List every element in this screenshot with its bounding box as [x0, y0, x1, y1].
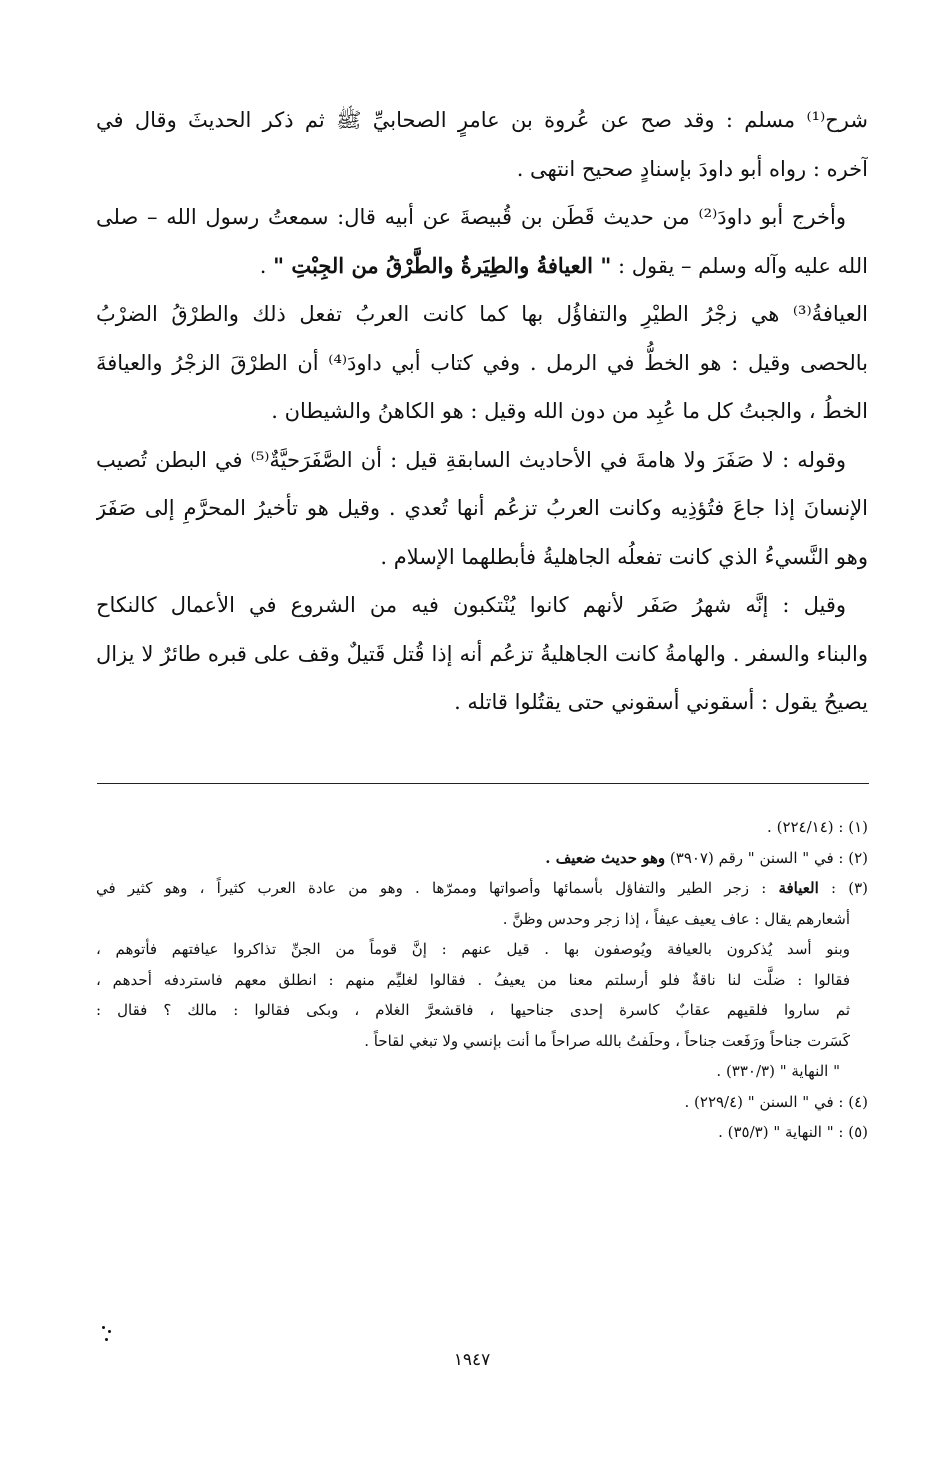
text-line: الخطُ ، والجبتُ كل ما عُبِد من دون الله وقيل : هو الكاهنُ والشيطان .: [271, 399, 868, 423]
page-number: ١٩٤٧: [453, 1350, 491, 1370]
footnote: (٥) : " النهاية " (٣٥/٣) .: [718, 1123, 868, 1141]
text-line: العيافةُ⁽³⁾ هي زجْرُ الطيْرِ والتفاؤُل بها كما كانت العربُ تفعل ذلك والطرْقُ الضرْبُ: [96, 302, 868, 326]
footnote-text: (٢) : في " السنن " رقم (٣٩٠٧): [669, 848, 868, 867]
footnote: (١) : (٢٢٤/١٤) .: [767, 818, 868, 836]
footnote-continuation: وبنو أسد يُذكرون بالعيافة ويُوصفون بها . قيل عنهم : إنَّ قوماً من الجنِّ تذاكروا عيافتهم فأتوهم ،: [96, 940, 850, 958]
footnote-continuation: فقالوا : ضلَّت لنا ناقةٌ فلو أرسلتم معنا من يعيفُ . فقالوا لغليِّم منهم : انطلق معهم فاستردفه أحدهم ،: [96, 970, 850, 989]
text-line: شرح⁽¹⁾ مسلم : وقد صح عن عُروة بن عامرٍ الصحابيِّ ﷺ ثم ذكر الحديثَ وقال في: [96, 108, 868, 132]
footnote-term: العيافة: [778, 879, 819, 897]
text-line: الإنسانَ إذا جاعَ فتُؤذِيه وكانت العربُ تزعُم أنها تُعدي . وقيل هو تأخيرُ المحرَّمِ إلى صَفَرَ: [96, 496, 868, 520]
text-segment: الله عليه وآله وسلم – يقول :: [617, 253, 868, 278]
text-line: آخره : رواه أبو داودَ بإسنادٍ صحيح انتهى .: [516, 156, 868, 181]
footnotes: [96, 812, 868, 1148]
margin-mark: [100, 1324, 116, 1346]
footnote-continuation: أشعارهم يقال : عاف يعيف عيفاً ، إذا زجر وحدس وظنَّ .: [502, 909, 850, 928]
text-line: وقوله : لا صَفَرَ ولا هامةَ في الأحاديث السابقةِ قيل : أن الصَّفَرَحيَّةٌ⁽⁵⁾ في البطن تُصيب: [96, 447, 846, 472]
text-line: وأخرج أبو داودَ⁽²⁾ من حديث قَطَن بن قُبيصةَ عن أبيه قال: سمعتُ رسول الله – صلى: [96, 205, 846, 229]
text-line: وهو النَّسيءُ الذي كانت تفعلُه الجاهليةُ فأبطلهما الإسلام .: [380, 544, 868, 569]
footnote-continuation: كَسَرت جناحاً ورَفَعت جناحاً ، وحلَفتُ بالله صراحاً ما أنت بإنسي ولا تبغي لقاحاً .: [364, 1031, 850, 1050]
text-line: وقيل : إنَّه شهرُ صَفَر لأنهم كانوا يُنْتكبون فيه من الشروع في الأعمال كالنكاح: [96, 593, 846, 617]
hadith-quote: " العيافةُ والطِيَرةُ والطَّرْقُ من الجِبْتِ ": [273, 252, 612, 278]
main-text: [96, 96, 868, 727]
footnote: (٤) : في " السنن " (٢٢٩/٤) .: [684, 1092, 868, 1111]
footnote: [96, 873, 868, 904]
text-line: بالحصى وقيل : هو الخطُّ في الرمل . وفي كتاب أبي داودَ⁽⁴⁾ أن الطرْقَ الزجْرُ والعيافةَ: [96, 350, 868, 375]
footnote-source: " النهاية " (٣٣٠/٣) .: [716, 1062, 840, 1080]
footnote-marker: (٣) :: [830, 879, 868, 897]
footnote-text: : زجر الطير والتفاؤل بأسمائها وأصواتها وممرّها . وهو من عادة العرب كثيراً ، وهو كثير في: [96, 879, 767, 897]
footnote-continuation: ثم ساروا فلقيهم عقابٌ كاسرة إحدى جناحيها ، فاقشعرَّ الغلام ، وبكى فقالوا : مالك ؟ فقال :: [96, 1001, 850, 1019]
text-line: الله عليه وآله وسلم – يقول : " العيافةُ والطِيَرةُ والطَّرْقُ من الجِبْتِ " .: [259, 252, 868, 278]
text-line: يصيحُ يقول : أسقوني أسقوني حتى يقتُلوا قاتله .: [454, 690, 868, 714]
text-line: والبناء والسفر . والهامةُ كانت الجاهليةُ تزعُم أنه إذا قُتل قَتيلٌ وقف على قبره طائرٌ لا يزال: [96, 641, 868, 666]
footnote: [96, 843, 868, 874]
footnote-grade: وهو حديث ضعيف .: [545, 848, 666, 867]
footnote-separator: [97, 783, 869, 784]
